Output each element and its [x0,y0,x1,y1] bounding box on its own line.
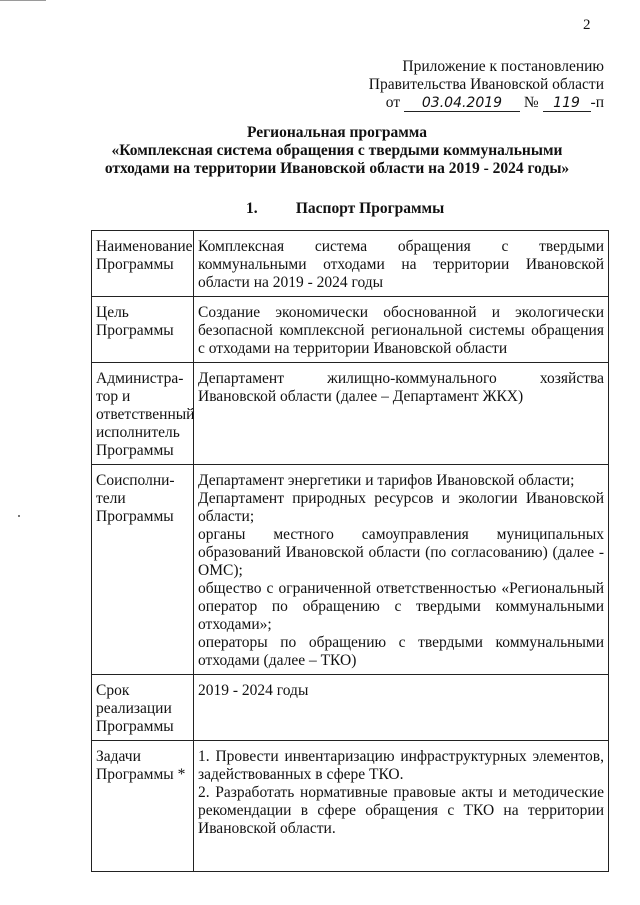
title-line: «Комплексная система обращения с твердыми коммунальными [111,142,563,159]
number-suffix: -п [590,94,604,111]
handwritten-date: 03.04.2019 [404,95,520,112]
passport-value-cell [194,363,609,465]
label-line: Соисполни- [96,472,175,489]
appendix-line: Правительства Ивановской области [368,76,604,93]
label-line: тор и [96,388,131,405]
section-title: Паспорт Программы [295,200,445,217]
passport-row [92,297,609,363]
scan-mark [0,0,46,1]
value-paragraph: 1. Провести инвентаризацию инфраструктурных элементов, задействованных в сфере ТКО. [198,748,604,783]
label-line: Программы * [96,766,186,783]
label-line: Администра- [96,370,184,387]
value-paragraph: общество с ограниченной ответственностью «Региональный оператор по обращению с твердыми коммунальными отходами»; [198,580,604,633]
label-line: ответственный [96,406,195,423]
passport-value-cell [194,231,609,297]
page-number: 2 [583,17,591,33]
value-paragraph: Департамент жилищно-коммунального хозяйства Ивановской области (далее – Департамент ЖКХ) [198,370,604,405]
title-line: Региональная программа [247,124,427,141]
label-line: Программы [96,508,174,525]
passport-row [92,231,609,297]
passport-label-cell [92,465,194,675]
label-line: реализации [96,700,172,717]
value-paragraph: 2. Разработать нормативные правовые акты и методические рекомендации в сфере обращения с ТКО на территории Ивановской области. [198,784,604,837]
label-line: Программы [96,442,174,459]
label-line: Программы [96,322,174,339]
passport-row [92,675,609,741]
passport-value-cell [194,297,609,363]
title-line: отходами на территории Ивановской области на 2019 - 2024 годы» [104,160,570,177]
passport-label-cell [92,297,194,363]
label-line: Задачи [96,748,141,765]
passport-label-cell [92,231,194,297]
label-line: Цель [96,304,129,321]
value-paragraph: Департамент природных ресурсов и экологии Ивановской области; [198,490,604,525]
scan-mark [18,515,20,517]
label-line: исполнитель [96,424,180,441]
value-paragraph: органы местного самоуправления муниципальных образований Ивановской области (по согласованию) (далее - ОМС); [198,526,604,579]
value-paragraph: Создание экономически обоснованной и экологически безопасной комплексной региональной системы обращения с отходами на территории Ивановской области [198,304,604,357]
section-heading [246,200,444,218]
section-number: 1. [246,200,258,217]
passport-label-cell [92,741,194,872]
passport-label-cell [92,363,194,465]
handwritten-number: 119 [543,95,591,112]
passport-value-cell [194,741,609,872]
passport-table [91,230,609,872]
passport-value-cell [194,675,609,741]
label-line: Программы [96,718,174,735]
passport-value-cell [194,465,609,675]
value-paragraph: 2019 - 2024 годы [198,682,309,699]
label-line: Срок [96,682,130,699]
appendix-block [330,58,604,112]
passport-label-cell [92,675,194,741]
from-label: от [385,94,401,111]
passport-row [92,363,609,465]
value-paragraph: Комплексная система обращения с твердыми коммунальными отходами на территории Ивановской области на 2019 - 2024 годы [198,238,604,291]
value-paragraph: операторы по обращению с твердыми коммунальными отходами (далее – ТКО) [198,634,604,669]
label-line: Программы [96,256,174,273]
passport-row [92,741,609,872]
number-label: № [523,94,539,111]
document-title [40,124,634,178]
appendix-date-line [330,94,604,112]
appendix-line: Приложение к постановлению [402,58,604,75]
passport-row [92,465,609,675]
label-line: Наименование [96,238,193,255]
label-line: тели [96,490,126,507]
value-paragraph: Департамент энергетики и тарифов Ивановской области; [198,472,575,489]
